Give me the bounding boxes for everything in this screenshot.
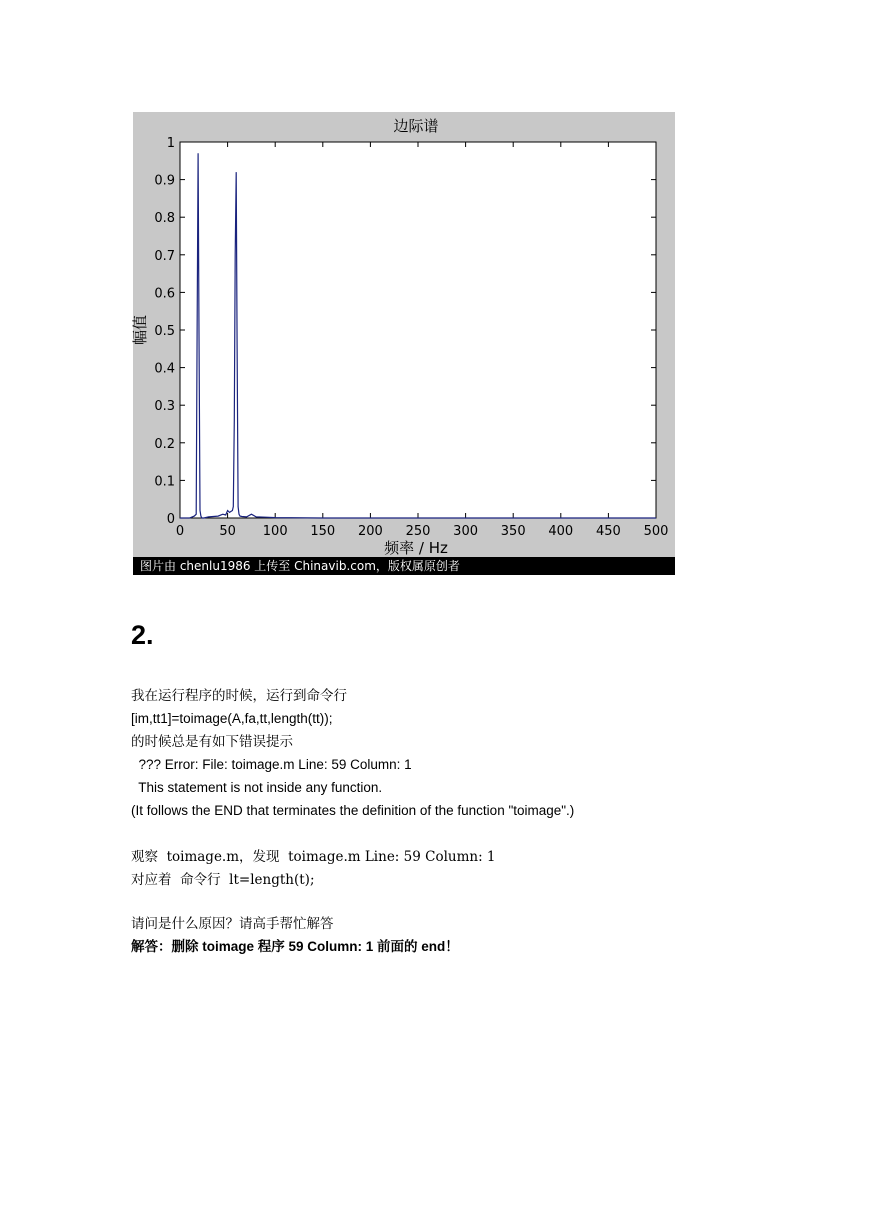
- y-tick-label: 0: [166, 512, 175, 527]
- chart-title: 边际谱: [393, 117, 439, 135]
- x-tick-label: 300: [453, 524, 479, 539]
- text-line-1: 我在运行程序的时候，运行到命令行: [131, 688, 347, 704]
- x-tick-label: 500: [643, 524, 669, 539]
- error-line-2: This statement is not inside any function.: [131, 780, 383, 795]
- section-heading: 2.: [131, 620, 154, 650]
- x-tick-label: 400: [548, 524, 574, 539]
- y-tick-label: 0.7: [154, 248, 175, 264]
- y-tick-label: 0.8: [154, 211, 175, 227]
- text-line-2: [im,tt1]=toimage(A,fa,tt,length(tt));: [131, 711, 333, 726]
- text-line-correspond: 对应着 命令行 lt=length(t);: [131, 872, 315, 888]
- x-tick-label: 350: [500, 524, 526, 539]
- y-tick-label: 0.5: [154, 324, 175, 339]
- x-tick-label: 200: [357, 524, 383, 539]
- error-line-3: (It follows the END that terminates the definition of the function "toimage".): [131, 803, 575, 818]
- text-line-3: 的时候总是有如下错误提示: [131, 734, 293, 750]
- chart-canvas: [133, 112, 675, 557]
- y-axis-label: 幅值: [131, 314, 149, 346]
- x-axis-label: 频率 / Hz: [384, 539, 448, 557]
- spectrum-figure: [133, 112, 675, 575]
- answer-line: 解答：删除 toimage 程序 59 Column: 1 前面的 end！: [131, 939, 459, 954]
- x-tick-label: 100: [262, 524, 288, 539]
- error-line-1: ??? Error: File: toimage.m Line: 59 Column: 1: [131, 757, 412, 772]
- watermark-bar: 图片由 chenlu1986 上传至 Chinavib.com，版权属原创者: [133, 557, 675, 575]
- y-tick-label: 0.9: [154, 173, 175, 189]
- y-tick-label: 0.3: [154, 399, 175, 415]
- x-tick-label: 50: [219, 524, 236, 539]
- x-tick-label: 150: [310, 524, 336, 539]
- x-tick-label: 0: [175, 524, 185, 539]
- y-tick-label: 1: [166, 136, 175, 151]
- text-line-observe: 观察 toimage.m，发现 toimage.m Line: 59 Column: 1: [131, 849, 496, 865]
- y-tick-label: 0.1: [154, 474, 175, 490]
- x-tick-label: 450: [595, 524, 621, 539]
- y-tick-label: 0.6: [154, 286, 175, 302]
- y-tick-label: 0.4: [154, 361, 175, 377]
- y-tick-label: 0.2: [154, 436, 175, 452]
- question-line: 请问是什么原因？请高手帮忙解答: [131, 916, 334, 932]
- plot-area: [180, 142, 656, 518]
- x-tick-label: 250: [405, 524, 431, 539]
